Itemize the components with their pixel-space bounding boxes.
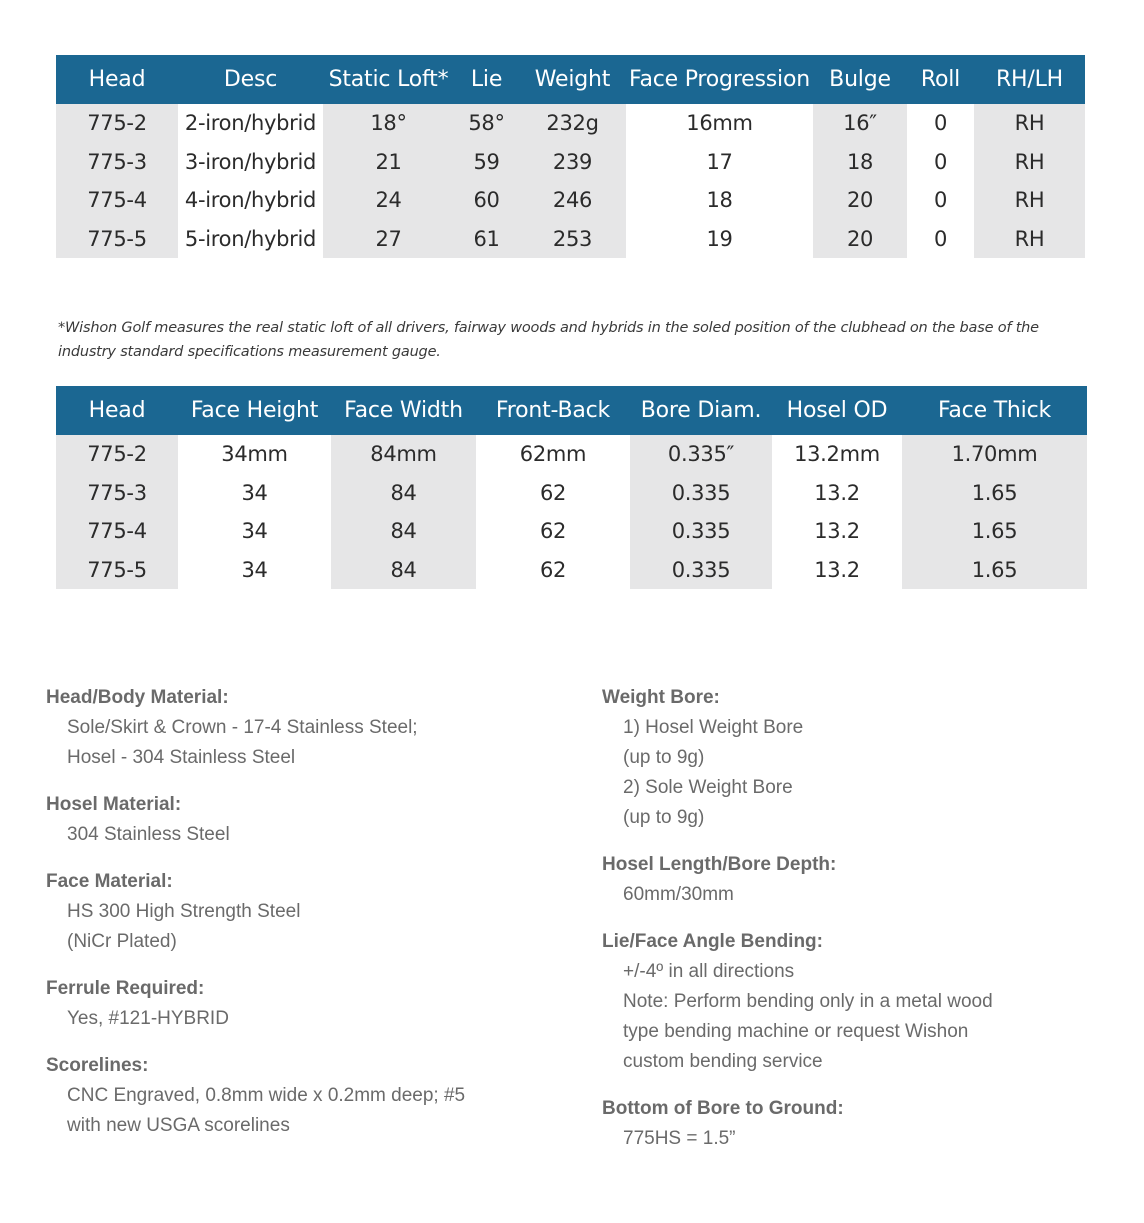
spec-lie-face-angle-bending: [602, 927, 1122, 1077]
table-cell: 18°: [323, 104, 454, 143]
col-header-face-width: Face Width: [331, 386, 476, 435]
dimensions-table: [56, 386, 1087, 589]
spec-title: Hosel Length/Bore Depth:: [602, 854, 837, 875]
spec-title: Bottom of Bore to Ground:: [602, 1098, 844, 1119]
table-cell: 13.2mm: [772, 435, 902, 474]
table-cell: 18: [813, 143, 907, 182]
table-cell: 13.2: [772, 512, 902, 551]
specs-left-column: [46, 683, 566, 1158]
spec-value: +/-4º in all directions: [623, 961, 795, 982]
col-header-hosel-od: Hosel OD: [772, 386, 902, 435]
table-cell: 775-3: [56, 474, 178, 513]
table-cell: 20: [813, 181, 907, 220]
table-cell: 2-iron/hybrid: [178, 104, 323, 143]
table-row: [56, 220, 1085, 259]
spec-value: type bending machine or request Wishon: [623, 1021, 969, 1042]
table-cell: RH: [974, 181, 1085, 220]
table-cell: 246: [519, 181, 626, 220]
col-header-weight: Weight: [519, 55, 626, 104]
table-cell: 775-4: [56, 181, 178, 220]
table-cell: 775-4: [56, 512, 178, 551]
table-row: [56, 143, 1085, 182]
table-cell: 0.335: [630, 512, 772, 551]
specs-right-column: [602, 683, 1122, 1171]
spec-value: (up to 9g): [623, 747, 705, 768]
table-cell: RH: [974, 104, 1085, 143]
spec-title: Head/Body Material:: [46, 687, 229, 708]
table-cell: 84: [331, 512, 476, 551]
table-cell: 253: [519, 220, 626, 259]
table-cell: 1.65: [902, 474, 1087, 513]
table-cell: 18: [626, 181, 813, 220]
table-row: [56, 104, 1085, 143]
table-cell: 20: [813, 220, 907, 259]
col-header-lie: Lie: [454, 55, 519, 104]
spec-scorelines: [46, 1051, 566, 1141]
spec-title: Weight Bore:: [602, 687, 720, 708]
table-cell: 1.65: [902, 551, 1087, 590]
spec-hosel-material: [46, 790, 566, 850]
spec-title: Ferrule Required:: [46, 978, 205, 999]
spec-face-material: [46, 867, 566, 957]
table-cell: 19: [626, 220, 813, 259]
spec-value: Sole/Skirt & Crown - 17-4 Stainless Steel;: [67, 717, 418, 738]
col-header-head: Head: [56, 386, 178, 435]
table-cell: 13.2: [772, 474, 902, 513]
spec-title: Scorelines:: [46, 1055, 149, 1076]
table-header-row: [56, 55, 1085, 104]
col-header-roll: Roll: [907, 55, 974, 104]
col-header-bulge: Bulge: [813, 55, 907, 104]
table-cell: RH: [974, 143, 1085, 182]
spec-value: with new USGA scorelines: [67, 1115, 290, 1136]
spec-value: (NiCr Plated): [67, 931, 177, 952]
spec-value: custom bending service: [623, 1051, 823, 1072]
table-cell: 0: [907, 143, 974, 182]
spec-value: HS 300 High Strength Steel: [67, 901, 301, 922]
table-cell: 775-2: [56, 104, 178, 143]
table-cell: 0: [907, 104, 974, 143]
table-cell: 16″: [813, 104, 907, 143]
table-cell: 84: [331, 551, 476, 590]
spec-head-body-material: [46, 683, 566, 773]
spec-value: Note: Perform bending only in a metal wood: [623, 991, 993, 1012]
table-cell: 5-iron/hybrid: [178, 220, 323, 259]
table-cell: 27: [323, 220, 454, 259]
table-cell: 4-iron/hybrid: [178, 181, 323, 220]
table-cell: 62: [476, 551, 630, 590]
table-cell: 775-3: [56, 143, 178, 182]
spec-value: Hosel - 304 Stainless Steel: [67, 747, 296, 768]
spec-value: 775HS = 1.5”: [623, 1128, 736, 1149]
spec-title: Lie/Face Angle Bending:: [602, 931, 823, 952]
spec-hosel-length-bore-depth: [602, 850, 1122, 910]
table-cell: 0.335″: [630, 435, 772, 474]
spec-value: 304 Stainless Steel: [67, 824, 230, 845]
spec-value: Yes, #121-HYBRID: [67, 1008, 229, 1029]
table-cell: 34: [178, 551, 331, 590]
table-cell: 775-5: [56, 220, 178, 259]
table-cell: 1.65: [902, 512, 1087, 551]
table-cell: 62: [476, 474, 630, 513]
table-cell: 0.335: [630, 551, 772, 590]
table-cell: 775-2: [56, 435, 178, 474]
table-cell: 84mm: [331, 435, 476, 474]
table-cell: 232g: [519, 104, 626, 143]
spec-value: 60mm/30mm: [623, 884, 734, 905]
table-cell: 239: [519, 143, 626, 182]
spec-value: CNC Engraved, 0.8mm wide x 0.2mm deep; #5: [67, 1085, 466, 1106]
table-row: [56, 551, 1087, 590]
table-header-row: [56, 386, 1087, 435]
table-cell: 0: [907, 181, 974, 220]
table-cell: 84: [331, 474, 476, 513]
table-row: [56, 512, 1087, 551]
spec-weight-bore: [602, 683, 1122, 833]
head-specs-table: [56, 55, 1085, 258]
col-header-face-height: Face Height: [178, 386, 331, 435]
table-cell: 34: [178, 512, 331, 551]
col-header-bore-diam: Bore Diam.: [630, 386, 772, 435]
table-cell: 34mm: [178, 435, 331, 474]
spec-value: 1) Hosel Weight Bore: [623, 717, 804, 738]
table-cell: 59: [454, 143, 519, 182]
table-cell: RH: [974, 220, 1085, 259]
table-cell: 0: [907, 220, 974, 259]
table-cell: 3-iron/hybrid: [178, 143, 323, 182]
col-header-rh-lh: RH/LH: [974, 55, 1085, 104]
table-cell: 62mm: [476, 435, 630, 474]
table-cell: 34: [178, 474, 331, 513]
static-loft-footnote: *Wishon Golf measures the real static loft of all drivers, fairway woods and hybrids in the soled position of the clubhead on the base of the industry standard specifications measurement gauge.: [58, 320, 1039, 360]
spec-value: (up to 9g): [623, 807, 705, 828]
table-cell: 24: [323, 181, 454, 220]
table-cell: 1.70mm: [902, 435, 1087, 474]
table-cell: 58°: [454, 104, 519, 143]
table-cell: 61: [454, 220, 519, 259]
col-header-static-loft: Static Loft*: [323, 55, 454, 104]
table-row: [56, 474, 1087, 513]
table-cell: 60: [454, 181, 519, 220]
table-cell: 62: [476, 512, 630, 551]
table-cell: 17: [626, 143, 813, 182]
col-header-front-back: Front-Back: [476, 386, 630, 435]
table-cell: 13.2: [772, 551, 902, 590]
table-cell: 0.335: [630, 474, 772, 513]
spec-value: 2) Sole Weight Bore: [623, 777, 793, 798]
spec-ferrule-required: [46, 974, 566, 1034]
col-header-face-thick: Face Thick: [902, 386, 1087, 435]
spec-title: Hosel Material:: [46, 794, 182, 815]
col-header-head: Head: [56, 55, 178, 104]
spec-bottom-of-bore-to-ground: [602, 1094, 1122, 1154]
table-cell: 16mm: [626, 104, 813, 143]
table-cell: 21: [323, 143, 454, 182]
table-row: [56, 181, 1085, 220]
spec-title: Face Material:: [46, 871, 173, 892]
col-header-desc: Desc: [178, 55, 323, 104]
table-row: [56, 435, 1087, 474]
col-header-face-progression: Face Progression: [626, 55, 813, 104]
table-cell: 775-5: [56, 551, 178, 590]
